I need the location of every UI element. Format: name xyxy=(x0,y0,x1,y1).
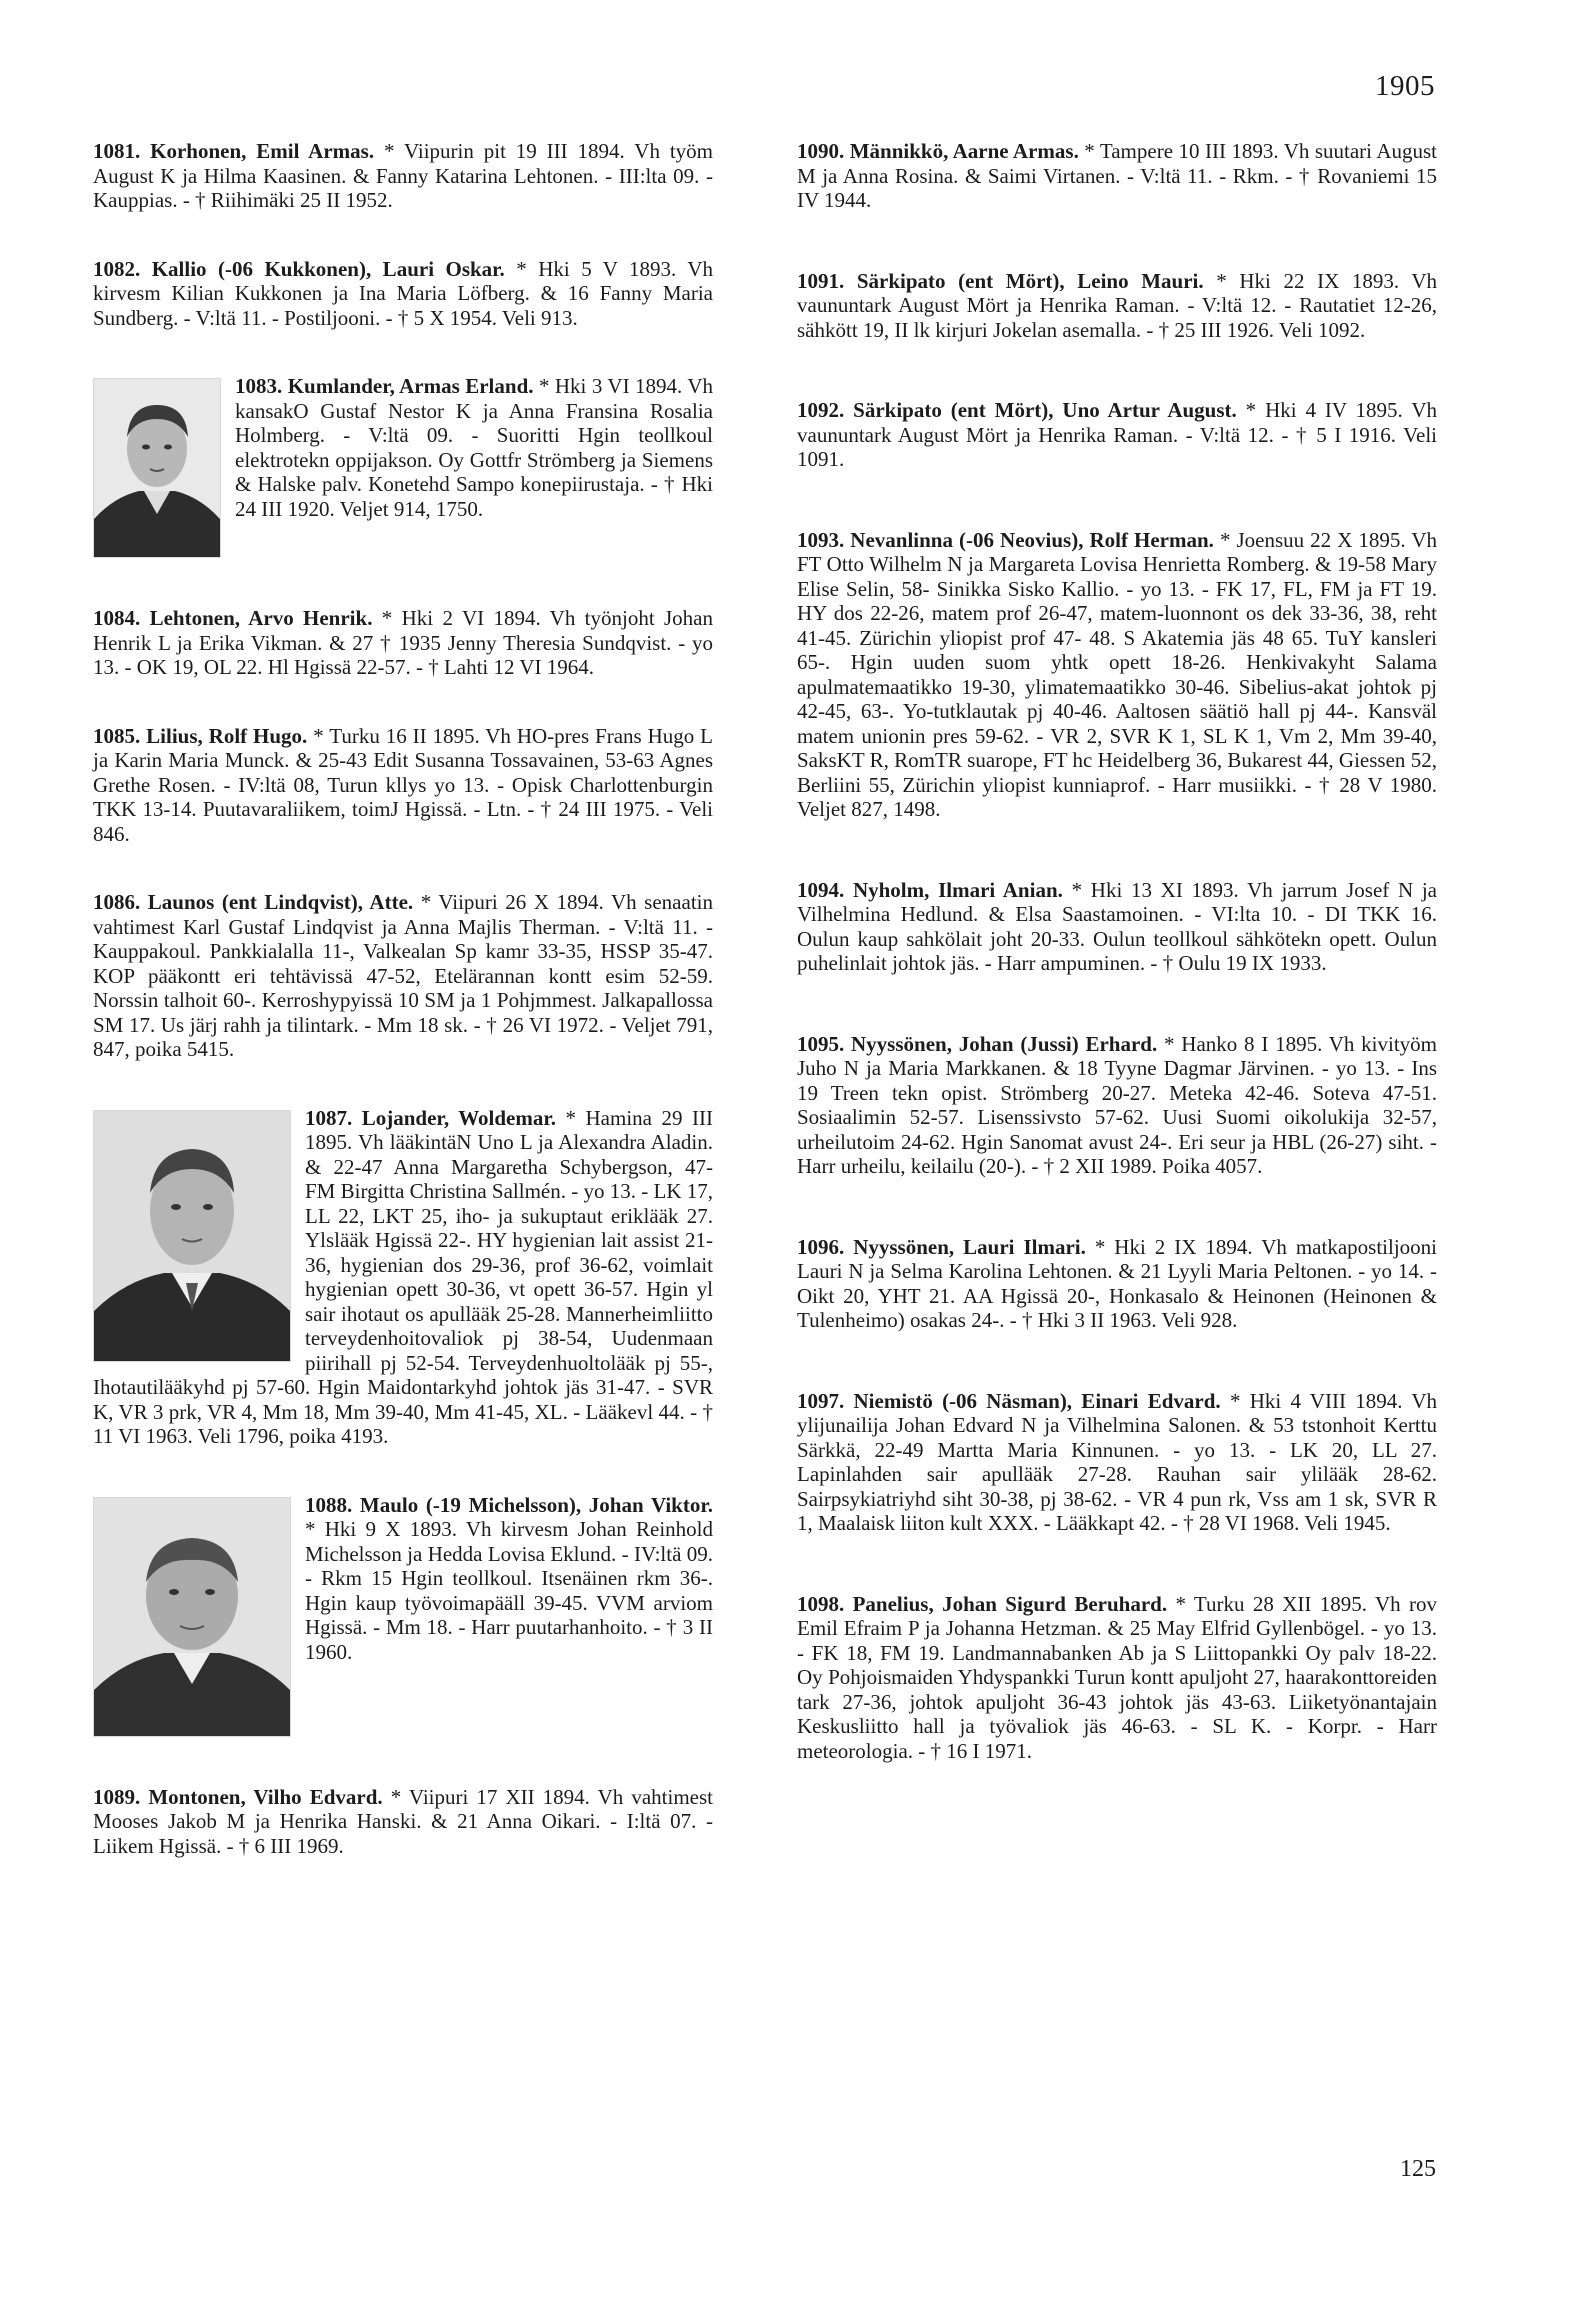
entry-text: * Hki 9 X 1893. Vh kirvesm Johan Reinhold Michelsson ja Hedda Lovisa Eklund. - IV:ltä 09. - Rkm 15 Hgin teollkoul. Itsenäinen rkm 36-. Hgin kaup työvoimapääll 39-45. VVM arviom Hgissä. - Mm 18. - Harr puutarhanhoito. - † 3 II 1960. xyxy=(305,1517,713,1664)
entry-text: * Hanko 8 I 1895. Vh kivityöm Juho N ja Maria Markkanen. & 18 Tyyne Dagmar Järvinen. - yo 13. - Ins 19 Treen tekn opist. Strömberg 20-27. Meteka 42-46. Soteva 47-51. Sosiaalimin 52-57. Lisenssivsto 57-62. Uusi Suomi oikolukija 32-57, urheilutoim 24-62. Hgin Sanomat avust 24-. Eri seur ja HBL (26-27) siht. - Harr urheilu, keilailu (20-). - † 2 XII 1989. Poika 4057. xyxy=(797,1031,1437,1178)
entry-text: * Hki 4 IV 1895. Vh vaununtark August Mört ja Henrika Raman. - V:ltä 12. - † 5 I 1916. Veli 1091. xyxy=(797,398,1437,471)
entry-heading: 1082. Kallio (-06 Kukkonen), Lauri Oskar. xyxy=(93,256,517,281)
entry-heading: 1084. Lehtonen, Arvo Henrik. xyxy=(93,606,382,630)
portrait-image xyxy=(94,1498,290,1736)
entry-text: * Hki 3 VI 1894. Vh kansakO Gustaf Nestor K ja Anna Fransina Rosalia Holmberg. - V:ltä 09. - Suoritti Hgin teollkoul elektrotekn oppijakson. Oy Gottfr Strömberg ja Siemens & Halske palv. Konetehd Sampo konepiirustaja. - † Hki 24 III 1920. Veljet 914, 1750. xyxy=(235,374,713,521)
entry-text: * Hki 5 V 1893. Vh kirvesm Kilian Kukkonen ja Ina Maria Löfberg. & 16 Fanny Maria Sundberg. - V:ltä 11. - Postiljooni. - † 5 X 1954. Veli 913. xyxy=(93,256,713,330)
entry-text: * Viipuri 17 XII 1894. Vh vahtimest Mooses Jakob M ja Henrika Hanski. & 21 Anna Oikari. - I:ltä 07. - Liikem Hgissä. - † 6 III 1969. xyxy=(93,1784,713,1858)
entry-heading: 1095. Nyyssönen, Johan (Jussi) Erhard. xyxy=(797,1031,1165,1056)
entry-1090 xyxy=(797,139,1437,213)
entry-1096 xyxy=(797,1235,1437,1333)
entry-heading: 1097. Niemistö (-06 Näsman), Einari Edvard. xyxy=(797,1388,1230,1413)
entry-1094 xyxy=(797,878,1437,976)
portrait-photo xyxy=(93,378,221,558)
entry-1087 xyxy=(93,1106,713,1449)
entry-heading: 1093. Nevanlinna (-06 Neovius), Rolf Herman. xyxy=(797,527,1220,552)
entry-1097 xyxy=(797,1389,1437,1536)
entry-1092 xyxy=(797,398,1437,472)
entry-text: * Hki 13 XI 1893. Vh jarrum Josef N ja Vilhelmina Hedlund. & Elsa Saastamoinen. - VI:lta 10. - DI TKK 16. Oulun kaup sahkölait joht 20-33. Oulun teollkoul sähkötekn opett. Oulun puhelinlait johtok jäs. - Harr ampuminen. - † Oulu 19 IX 1933. xyxy=(797,877,1438,975)
portrait-image xyxy=(94,1111,290,1361)
entry-1098 xyxy=(797,1592,1437,1764)
entry-1091 xyxy=(797,269,1437,343)
entry-heading: 1086. Launos (ent Lindqvist), Atte. xyxy=(93,890,421,914)
entry-text: * Hki 2 IX 1894. Vh matkapostiljooni Lauri N ja Selma Karolina Lehtonen. & 21 Lyyli Maria Peltonen. - yo 14. - Oikt 20, YHT 21. AA Hgissä 20-, Honkasalo & Heinonen (Heinonen & Tulenheimo) osakas 24-. - † Hki 3 II 1963. Veli 928. xyxy=(797,1234,1438,1332)
entry-text: * Turku 16 II 1895. Vh HO-pres Frans Hugo L ja Karin Maria Munck. & 25-43 Edit Susanna Tossavainen, 53-63 Agnes Grethe Rosen. - IV:ltä 08, Turun kllys yo 13. - Opisk Charlottenburgin TKK 13-14. Puutavaraliikem, toimJ Hgissä. - Ltn. - † 24 III 1975. - Veli 846. xyxy=(93,723,713,846)
entry-heading: 1088. Maulo (-19 Michelsson), Johan Viktor. xyxy=(305,1492,713,1517)
entry-text: * Viipuri 26 X 1894. Vh senaatin vahtimest Karl Gustaf Lindqvist ja Anna Majlis Therman. - V:ltä 11. - Kauppakoul. Pankkialalla 11-, Valkealan Sp kamr 33-35, HSSP 35-47. KOP pääkontt eri tehtävissä 47-52, Etelärannan kontt esim 52-59. Norssin talhoit 60-. Kerroshypyissä 10 SM ja 1 Pohjmmest. Jalkapallossa SM 17. Us järj rahh ja tilintark. - Mm 18 sk. - † 26 VI 1972. - Veljet 791, 847, poika 5415. xyxy=(93,890,713,1061)
entry-1088 xyxy=(93,1493,713,1741)
page-number: 125 xyxy=(1400,2156,1436,2182)
entry-heading: 1085. Lilius, Rolf Hugo. xyxy=(93,723,314,748)
entry-1081 xyxy=(93,139,713,213)
left-column xyxy=(93,139,713,1902)
entry-text: * Tampere 10 III 1893. Vh suutari August M ja Anna Rosina. & Saimi Virtanen. - V:ltä 11. - Rkm. - † Rovaniemi 15 IV 1944. xyxy=(797,139,1437,212)
entry-text: * Turku 28 XII 1895. Vh rov Emil Efraim P ja Johanna Hetzman. & 25 May Elfrid Gyllenbögel. - yo 13. - FK 18, FM 19. Landmannabanken Ab ja S Liittopankki Oy palv 18-22. Oy Pohjoismaiden Yhdyspankki Turun kontt apuljoht 27, haarakonttoreiden tark 27-36, johtok apuljoht 36-43 johtok jäs 43-63. Liiketyönantajain Keskusliitto hall ja työvaliok jäs 46-63. - SL K. - Korpr. - Harr meteorologia. - † 16 I 1971. xyxy=(797,1591,1437,1763)
entry-heading: 1089. Montonen, Vilho Edvard. xyxy=(93,1784,391,1809)
right-column xyxy=(797,139,1437,1807)
entry-1082 xyxy=(93,257,713,331)
entry-text: * Joensuu 22 X 1895. Vh FT Otto Wilhelm N ja Margareta Lovisa Henrietta Romberg. & 19-58 Mary Elise Selin, 58- Sinikka Sisko Kallio. - yo 13. - FK 17, FL, FM ja FT 19. HY dos 22-26, matem prof 26-47, matem-luonnont os dek 33-36, 38, reht 41-45. Zürichin yliopist prof 47- 48. S Akatemia jäs 48 65. TuY kansleri 65-. Hgin uuden suom yhtk opett 18-26. Henkivakyht Salama apulmatemaatikko 19-30, ylimatemaatikko 30-46. Sibelius-akat johtok pj 42-45, 63-. Yo-tutklautak pj 40-46. Aaltosen säätiö hall pj 44-. Kansväl matem unionin pres 59-62. - VR 2, SVR K 1, SL K 1, Vm 2, Mm 39-40, SaksKT R, RomTR suarope, FT hc Heidelberg 36, Bukarest 44, Giessen 52, Berliini 55, Zürichin yliopist kunniaprof. - Harr musiikki. - † 28 V 1980. Veljet 827, 1498. xyxy=(797,527,1437,821)
entry-text: * Hki 4 VIII 1894. Vh ylijunailija Johan Edvard N ja Vilhelmina Salonen. & 53 tstonhoit Kerttu Särkkä, 22-49 Martta Maria Kinnunen. - yo 13. - LK 20, LL 27. Lapinlahden sair apullääk 27-28. Rauhan sair ylilääk 28-62. Sairpsykiatriyhd siht 30-38, pj 38-62. - VR 4 pun rk, Vss am 1 sk, SVR R 1, Maalaisk liiton kult XXX. - Lääkkapt 42. - † 28 VI 1968. Veli 1945. xyxy=(797,1388,1437,1535)
portrait-photo xyxy=(93,1497,291,1737)
entry-heading: 1098. Panelius, Johan Sigurd Beruhard. xyxy=(797,1591,1176,1616)
entry-text: * Viipurin pit 19 III 1894. Vh työm August K ja Hilma Kaasinen. & Fanny Katarina Lehtonen. - III:lta 09. - Kauppias. - † Riihimäki 25 II 1952. xyxy=(93,139,713,212)
entry-heading: 1094. Nyholm, Ilmari Anian. xyxy=(797,877,1072,902)
entry-heading: 1092. Särkipato (ent Mört), Uno Artur August. xyxy=(797,398,1246,422)
entry-1086 xyxy=(93,890,713,1062)
portrait-photo xyxy=(93,1110,291,1362)
entry-text: * Hki 22 IX 1893. Vh vaununtark August Mört ja Henrika Raman. - V:ltä 12. - Rautatiet 12-26, sähkött 19, II lk kirjuri Jokelan asemalla. - † 25 III 1926. Veli 1092. xyxy=(797,268,1437,342)
entry-text: * Hki 2 VI 1894. Vh työnjoht Johan Henrik L ja Erika Vikman. & 27 † 1935 Jenny Theresia Sundqvist. - yo 13. - OK 19, OL 22. Hl Hgissä 22-57. - † Lahti 12 VI 1964. xyxy=(93,606,713,679)
entry-1083 xyxy=(93,374,713,562)
entry-heading: 1090. Männikkö, Aarne Armas. xyxy=(797,139,1085,163)
entry-heading: 1083. Kumlander, Armas Erland. xyxy=(235,374,539,398)
entry-1089 xyxy=(93,1785,713,1859)
entry-1093 xyxy=(797,528,1437,822)
entry-1095 xyxy=(797,1032,1437,1179)
entry-heading: 1081. Korhonen, Emil Armas. xyxy=(93,139,384,163)
entry-1085 xyxy=(93,724,713,847)
entry-text: * Hamina 29 III 1895. Vh lääkintäN Uno L ja Alexandra Aladin. & 22-47 Anna Margaretha Schybergson, 47- FM Birgitta Christina Sallmén. - yo 13. - LK 17, LL 22, LKT 25, iho- ja sukuptaut eriklääk 27. Ylslääk Hgissä 22-. HY hygienian lait assist 21-36, hygienian dos 29-36, prof 36-62, voimlait hygienian opett 30-36, vt opett 36-57. Hgin yl sair ihotaut os apullääk 25-28. Mannerheimliitto terveydenhoitovaliok pj 38-54, Uudenmaan piirihall pj 52-54. Terveydenhuoltolääk pj 55-, Ihotautilääkyhd pj 57-60. Hgin Maidontarkyhd johtok jäs 31-47. - SVR K, VR 3 prk, VR 4, Mm 18, Mm 39-40, Mm 41-45, XL. - Lääkevl 44. - † 11 VI 1963. Veli 1796, poika 4193. xyxy=(93,1105,713,1448)
entry-heading: 1096. Nyyssönen, Lauri Ilmari. xyxy=(797,1234,1095,1259)
entry-heading: 1087. Lojander, Woldemar. xyxy=(305,1105,566,1130)
portrait-image xyxy=(94,379,220,557)
page-year-header: 1905 xyxy=(1375,70,1435,102)
entry-1084 xyxy=(93,606,713,680)
entry-heading: 1091. Särkipato (ent Mört), Leino Mauri. xyxy=(797,268,1217,293)
